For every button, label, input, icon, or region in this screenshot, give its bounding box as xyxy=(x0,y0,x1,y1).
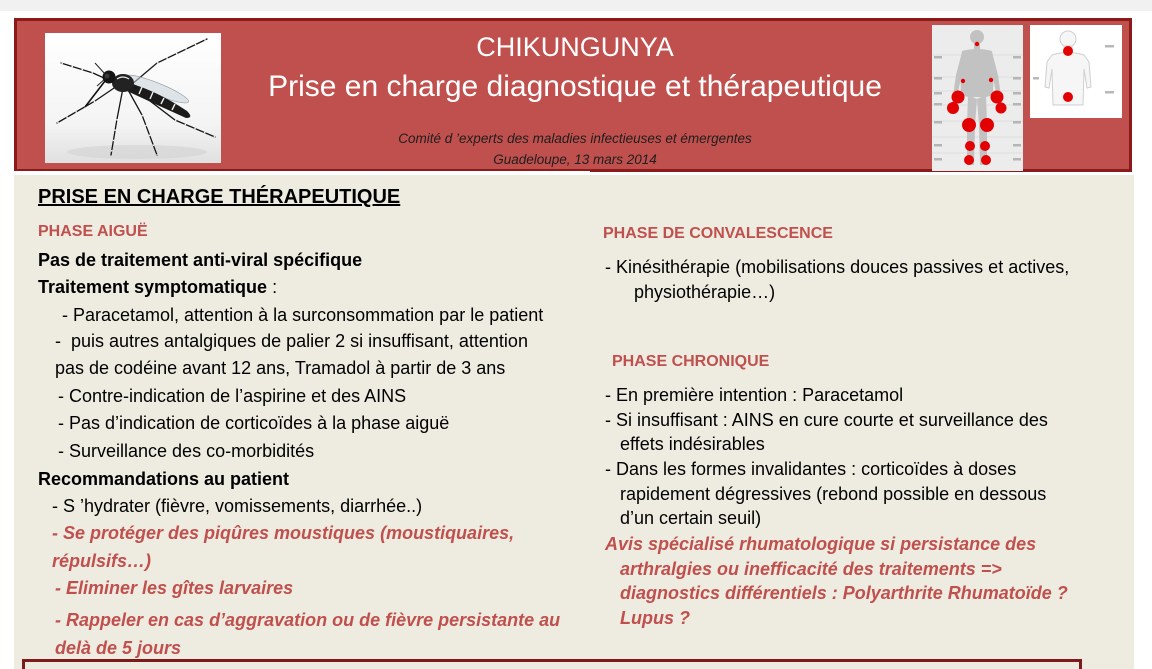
viewer-top-strip xyxy=(0,0,1152,11)
recommendation-item-emphasis: - Se protéger des piqûres moustiques (moustiquaires, xyxy=(52,523,515,543)
mosquito-photo xyxy=(45,33,221,163)
joint-pain-marker xyxy=(961,79,965,83)
recommendation-item-continued: delà de 5 jours xyxy=(55,638,182,658)
chronic-item: - Si insuffisant : AINS en cure courte et surveillance des xyxy=(605,410,1048,430)
joint-pain-marker xyxy=(980,141,990,151)
joint-pain-marker xyxy=(989,78,993,82)
treatment-item: - Paracetamol, attention à la surconsommation par le patient xyxy=(62,305,544,325)
specialist-advice-line: Avis spécialisé rhumatologique si persistance des xyxy=(605,534,1037,554)
joint-pain-marker xyxy=(952,91,965,104)
committee-text: Comité d ’experts des maladies infectieuses et émergentes xyxy=(398,131,752,146)
joint-pain-marker xyxy=(975,42,979,46)
recommendation-item-emphasis: - Eliminer les gîtes larvaires xyxy=(55,578,294,598)
header-title: CHIKUNGUNYA xyxy=(476,32,674,62)
treatment-item-continued: pas de codéine avant 12 ans, Tramadol à partir de 3 ans xyxy=(55,358,506,378)
joint-pain-marker xyxy=(965,141,975,151)
convalescence-item: - Kinésithérapie (mobilisations douces passives et actives, xyxy=(605,257,1070,277)
chronic-item: - En première intention : Paracetamol xyxy=(605,385,904,405)
header-subtitle: Prise en charge diagnostique et thérapeutique xyxy=(268,70,882,103)
treatment-item: - puis autres antalgiques de palier 2 si insuffisant, attention xyxy=(55,331,528,351)
joint-pain-marker xyxy=(964,155,974,165)
chronic-item-continued: effets indésirables xyxy=(620,434,765,454)
convalescence-item-continued: physiothérapie…) xyxy=(634,282,776,302)
recommendation-item: - S ’hydrater (fièvre, vomissements, diarrhée..) xyxy=(52,496,423,516)
joint-pain-marker xyxy=(1063,46,1073,56)
symptomatic-treatment-label xyxy=(38,276,277,298)
chronic-item-continued: d’un certain seuil) xyxy=(620,508,762,528)
treatment-item: - Pas d’indication de corticoïdes à la phase aiguë xyxy=(58,413,450,433)
symptomatic-label-colon: : xyxy=(267,277,278,297)
section-title: PRISE EN CHARGE THÉRAPEUTIQUE xyxy=(38,186,401,208)
specialist-advice-line: diagnostics différentiels : Polyarthrite Rhumatoïde ? xyxy=(620,583,1068,603)
chronic-item: - Dans les formes invalidantes : corticoïdes à doses xyxy=(605,459,1017,479)
acute-phase-heading: PHASE AIGUË xyxy=(38,223,148,240)
chronic-phase-heading: PHASE CHRONIQUE xyxy=(612,353,770,370)
specialist-advice-line: Lupus ? xyxy=(620,608,690,628)
specialist-advice-line: arthralgies ou inefficacité des traitements => xyxy=(620,559,1002,579)
photo-shadow xyxy=(67,145,207,159)
joint-pain-marker xyxy=(947,102,959,114)
no-antiviral-statement: Pas de traitement anti-viral spécifique xyxy=(38,250,363,270)
body-joint-pain-diagram-front xyxy=(932,25,1023,171)
header-banner xyxy=(14,18,1132,172)
joint-pain-marker xyxy=(996,103,1007,114)
recommendation-item-continued: répulsifs…) xyxy=(52,551,152,571)
body-joint-pain-diagram-torso xyxy=(1030,25,1122,118)
joint-pain-marker xyxy=(1063,92,1073,102)
joint-pain-marker xyxy=(962,118,976,132)
content-panel xyxy=(14,175,1134,669)
joint-pain-marker xyxy=(980,118,994,132)
chronic-item-continued: rapidement dégressives (rebond possible en dessous xyxy=(620,484,1047,504)
symptomatic-label-text: Traitement symptomatique xyxy=(38,277,268,297)
place-date-text: Guadeloupe, 13 mars 2014 xyxy=(493,152,657,167)
treatment-item: - Contre-indication de l’aspirine et des AINS xyxy=(58,386,407,406)
joint-pain-marker xyxy=(981,155,991,165)
next-section-box-edge xyxy=(22,659,1082,669)
treatment-item: - Surveillance des co-morbidités xyxy=(58,441,315,461)
recommendation-item-emphasis: - Rappeler en cas d’aggravation ou de fièvre persistante au xyxy=(55,610,561,630)
patient-recommendations-label: Recommandations au patient xyxy=(38,469,290,489)
joint-pain-marker xyxy=(991,91,1004,104)
convalescence-phase-heading: PHASE DE CONVALESCENCE xyxy=(603,225,833,242)
